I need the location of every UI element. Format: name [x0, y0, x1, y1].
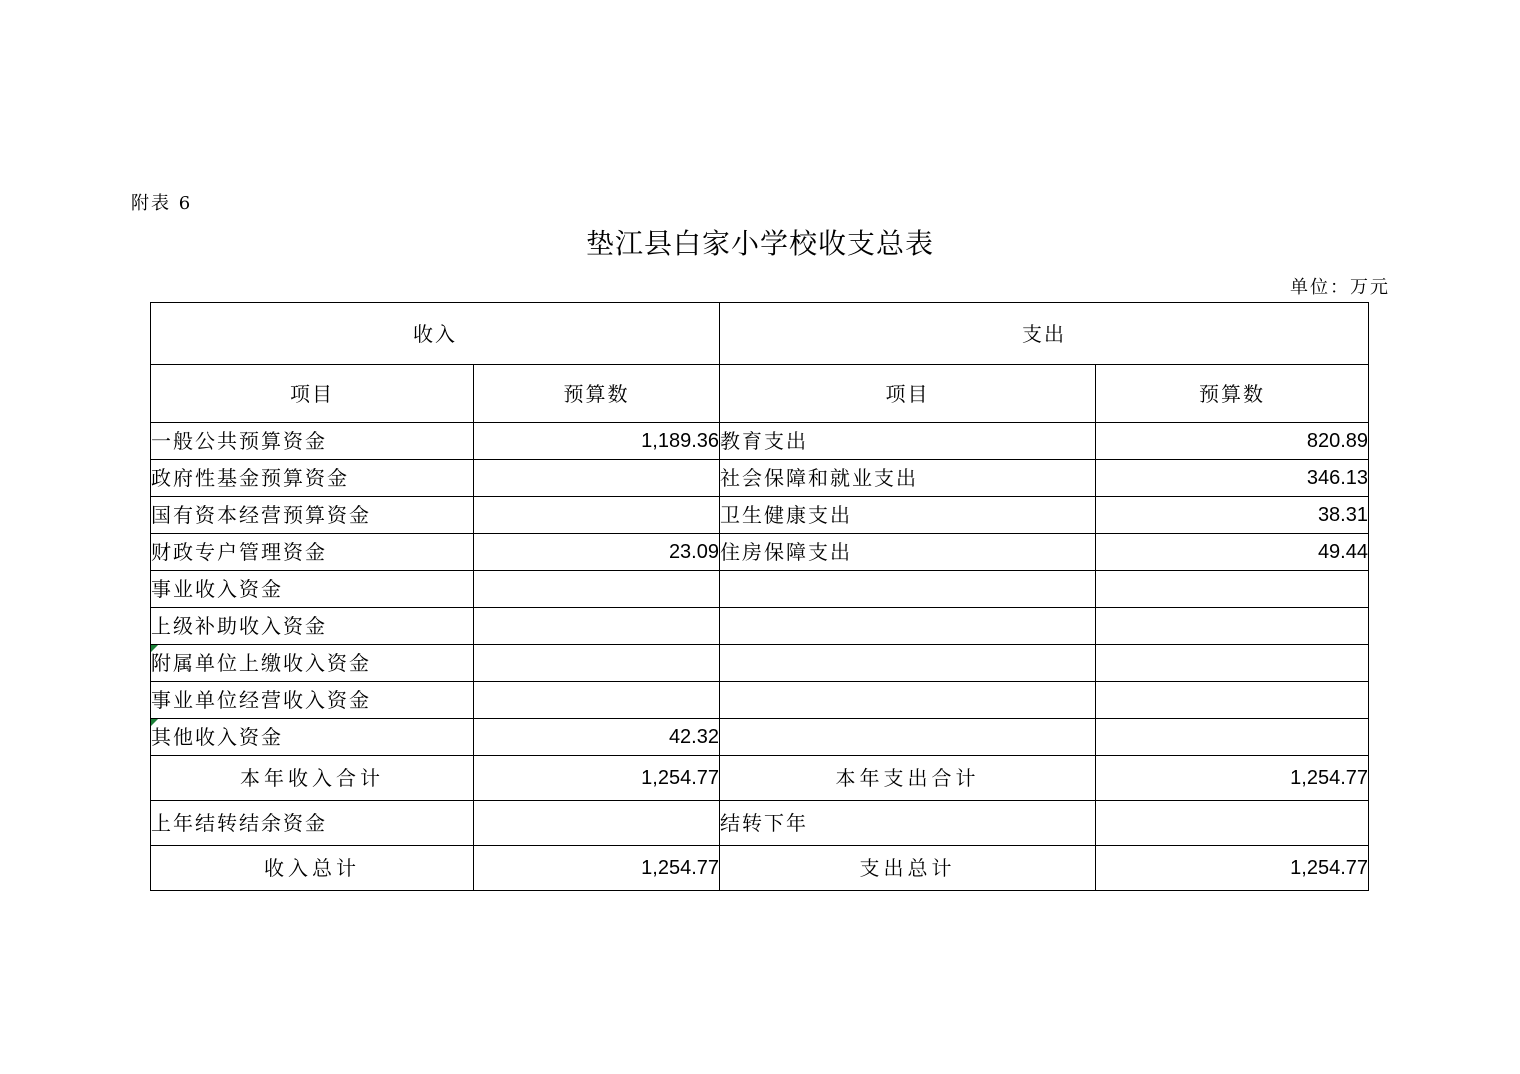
expense-item-cell: 住房保障支出 — [720, 534, 1096, 571]
expense-item-cell — [720, 645, 1096, 682]
year-income-total-label: 本年收入合计 — [151, 756, 474, 801]
grand-total-row — [151, 846, 1369, 891]
table-row — [151, 645, 1369, 682]
column-header-row — [151, 365, 1369, 423]
expense-value-cell: 346.13 — [1096, 460, 1369, 497]
expense-value-cell — [1096, 645, 1369, 682]
unit-label: 单位：万元 — [1290, 277, 1390, 298]
expense-item-cell: 教育支出 — [720, 423, 1096, 460]
carry-over-income-label: 上年结转结余资金 — [151, 801, 474, 846]
budget-table — [150, 302, 1369, 891]
carry-over-income-value — [474, 801, 720, 846]
comment-marker-icon — [151, 645, 158, 652]
expense-item-cell — [720, 571, 1096, 608]
income-item-cell: 国有资本经营预算资金 — [151, 497, 474, 534]
income-value-cell: 23.09 — [474, 534, 720, 571]
section-header-row — [151, 303, 1369, 365]
grand-expense-total-value: 1,254.77 — [1096, 846, 1369, 891]
income-item-cell: 上级补助收入资金 — [151, 608, 474, 645]
income-item-column-header: 项目 — [151, 365, 474, 423]
expense-value-cell: 820.89 — [1096, 423, 1369, 460]
expense-value-cell — [1096, 682, 1369, 719]
income-value-cell — [474, 682, 720, 719]
grand-income-total-value: 1,254.77 — [474, 846, 720, 891]
table-row — [151, 497, 1369, 534]
income-budget-column-header: 预算数 — [474, 365, 720, 423]
grand-expense-total-label: 支出总计 — [720, 846, 1096, 891]
expense-item-cell — [720, 719, 1096, 756]
expense-value-cell: 49.44 — [1096, 534, 1369, 571]
income-value-cell: 1,189.36 — [474, 423, 720, 460]
table-row — [151, 534, 1369, 571]
appendix-caption: 附表 6 — [131, 193, 193, 214]
carry-over-row — [151, 801, 1369, 846]
carry-over-expense-label: 结转下年 — [720, 801, 1096, 846]
income-item-cell: 财政专户管理资金 — [151, 534, 474, 571]
income-item-cell: 事业单位经营收入资金 — [151, 682, 474, 719]
income-item-cell: 政府性基金预算资金 — [151, 460, 474, 497]
table-row — [151, 423, 1369, 460]
income-item-label: 其他收入资金 — [151, 725, 283, 749]
income-value-cell — [474, 608, 720, 645]
income-section-header: 收入 — [151, 303, 720, 365]
income-value-cell — [474, 645, 720, 682]
income-value-cell — [474, 571, 720, 608]
income-item-cell-with-comment — [151, 645, 474, 682]
expense-item-column-header: 项目 — [720, 365, 1096, 423]
income-value-cell — [474, 497, 720, 534]
year-expense-total-value: 1,254.77 — [1096, 756, 1369, 801]
year-income-total-value: 1,254.77 — [474, 756, 720, 801]
expense-value-cell — [1096, 571, 1369, 608]
income-value-cell: 42.32 — [474, 719, 720, 756]
expense-value-cell — [1096, 608, 1369, 645]
expense-item-cell: 社会保障和就业支出 — [720, 460, 1096, 497]
table-row — [151, 608, 1369, 645]
expense-budget-column-header: 预算数 — [1096, 365, 1369, 423]
table-row — [151, 460, 1369, 497]
expense-section-header: 支出 — [720, 303, 1369, 365]
expense-item-cell — [720, 682, 1096, 719]
income-item-cell: 一般公共预算资金 — [151, 423, 474, 460]
comment-marker-icon — [151, 719, 158, 726]
grand-income-total-label: 收入总计 — [151, 846, 474, 891]
income-item-cell-with-comment — [151, 719, 474, 756]
year-total-row — [151, 756, 1369, 801]
income-value-cell — [474, 460, 720, 497]
expense-value-cell — [1096, 719, 1369, 756]
table-row — [151, 682, 1369, 719]
expense-item-cell: 卫生健康支出 — [720, 497, 1096, 534]
expense-value-cell: 38.31 — [1096, 497, 1369, 534]
expense-item-cell — [720, 608, 1096, 645]
carry-over-expense-value — [1096, 801, 1369, 846]
income-item-label: 附属单位上缴收入资金 — [151, 651, 371, 675]
year-expense-total-label: 本年支出合计 — [720, 756, 1096, 801]
income-item-cell: 事业收入资金 — [151, 571, 474, 608]
page-title: 垫江县白家小学校收支总表 — [585, 227, 934, 260]
table-row — [151, 719, 1369, 756]
table-row — [151, 571, 1369, 608]
